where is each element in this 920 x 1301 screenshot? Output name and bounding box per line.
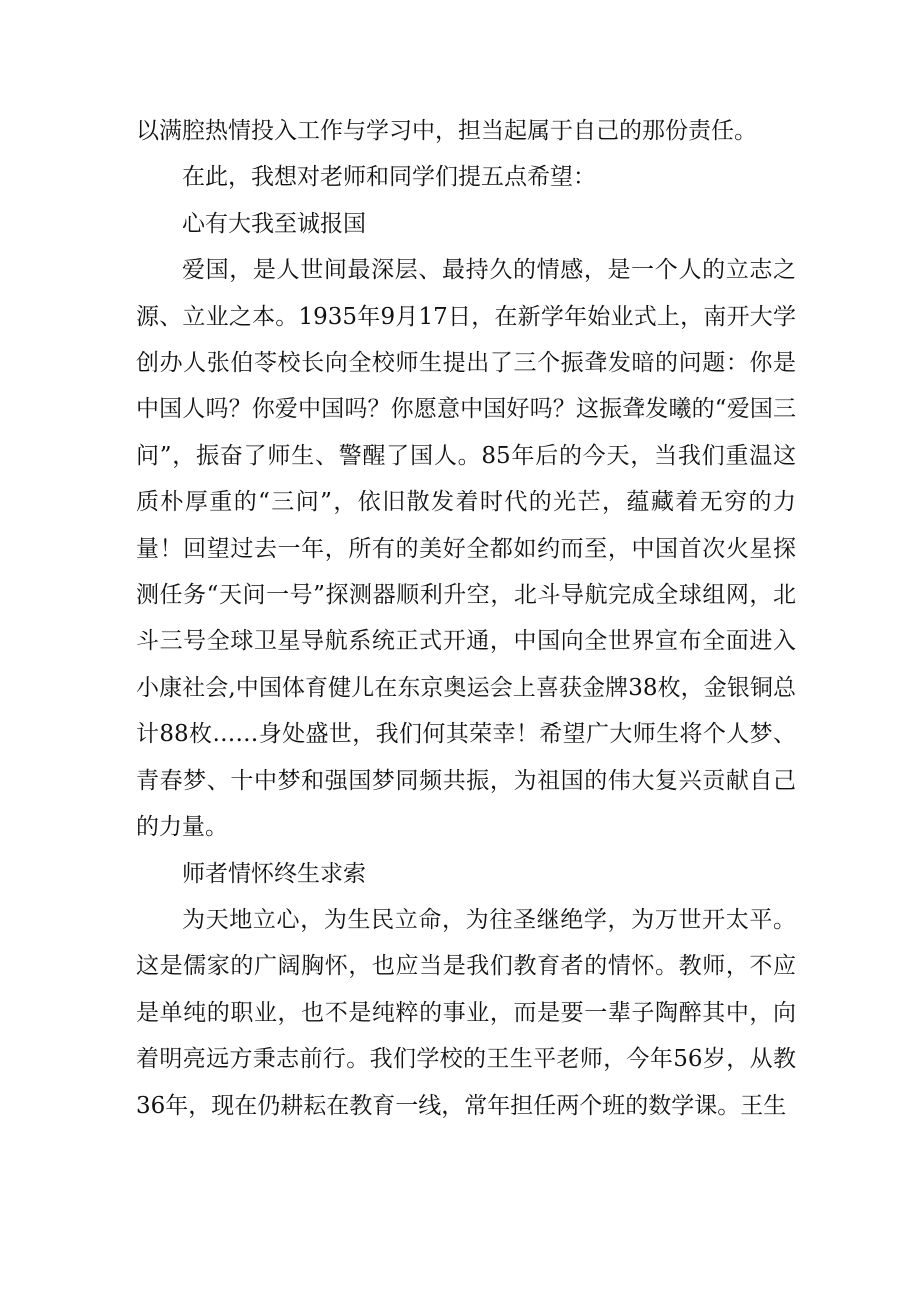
section-heading-teacher: 师者情怀终生求索 bbox=[182, 860, 366, 887]
paragraph-intro: 在此，我想对老师和同学们提五点希望： bbox=[182, 164, 596, 191]
paragraph-teacher: 为天地立心，为生民立命，为往圣继绝学，为万世开太平。这是儒家的广阔胸怀，也应当是我们教育者的情怀。教师，不应是单纯的职业，也不是纯粹的事业，而是要一辈子陶醉其中，向着明亮远方秉志前行。我们学校的王生平老师，今年56岁，从教36年，现在仍耕耘在教育一线，常年担任两个班的数学课。王生 bbox=[136, 906, 796, 1119]
paragraph-patriotism: 爱国，是人世间最深层、最持久的情感，是一个人的立志之源、立业之本。1935年9月17日，在新学年始业式上，南开大学创办人张伯苓校长向全校师生提出了三个振聋发暗的问题：你是中国人吗？你爱中国吗？你愿意中国好吗？这振聋发曦的“爱国三问”，振奋了师生、警醒了国人。85年后的今天，当我们重温这质朴厚重的“三问”，依旧散发着时代的光芒，蕴藏着无穷的力量！回望过去一年，所有的美好全都如约而至，中国首次火星探测任务“天问一号”探测器顺利升空，北斗导航完成全球组网，北斗三号全球卫星导航系统正式开通，中国向全世界宣布全面进入小康社会,中国体育健儿在东京奥运会上喜获金牌38枚，金银铜总计88枚……身处盛世，我们何其荣幸！希望广大师生将个人梦、青春梦、十中梦和强国梦同频共振，为祖国的伟大复兴贡献自己的力量。 bbox=[136, 257, 796, 841]
document-body bbox=[136, 108, 796, 1129]
section-heading-patriotism: 心有大我至诚报国 bbox=[182, 210, 366, 237]
paragraph-continuation: 以满腔热情投入工作与学习中，担当起属于自己的那份责任。 bbox=[136, 118, 757, 144]
